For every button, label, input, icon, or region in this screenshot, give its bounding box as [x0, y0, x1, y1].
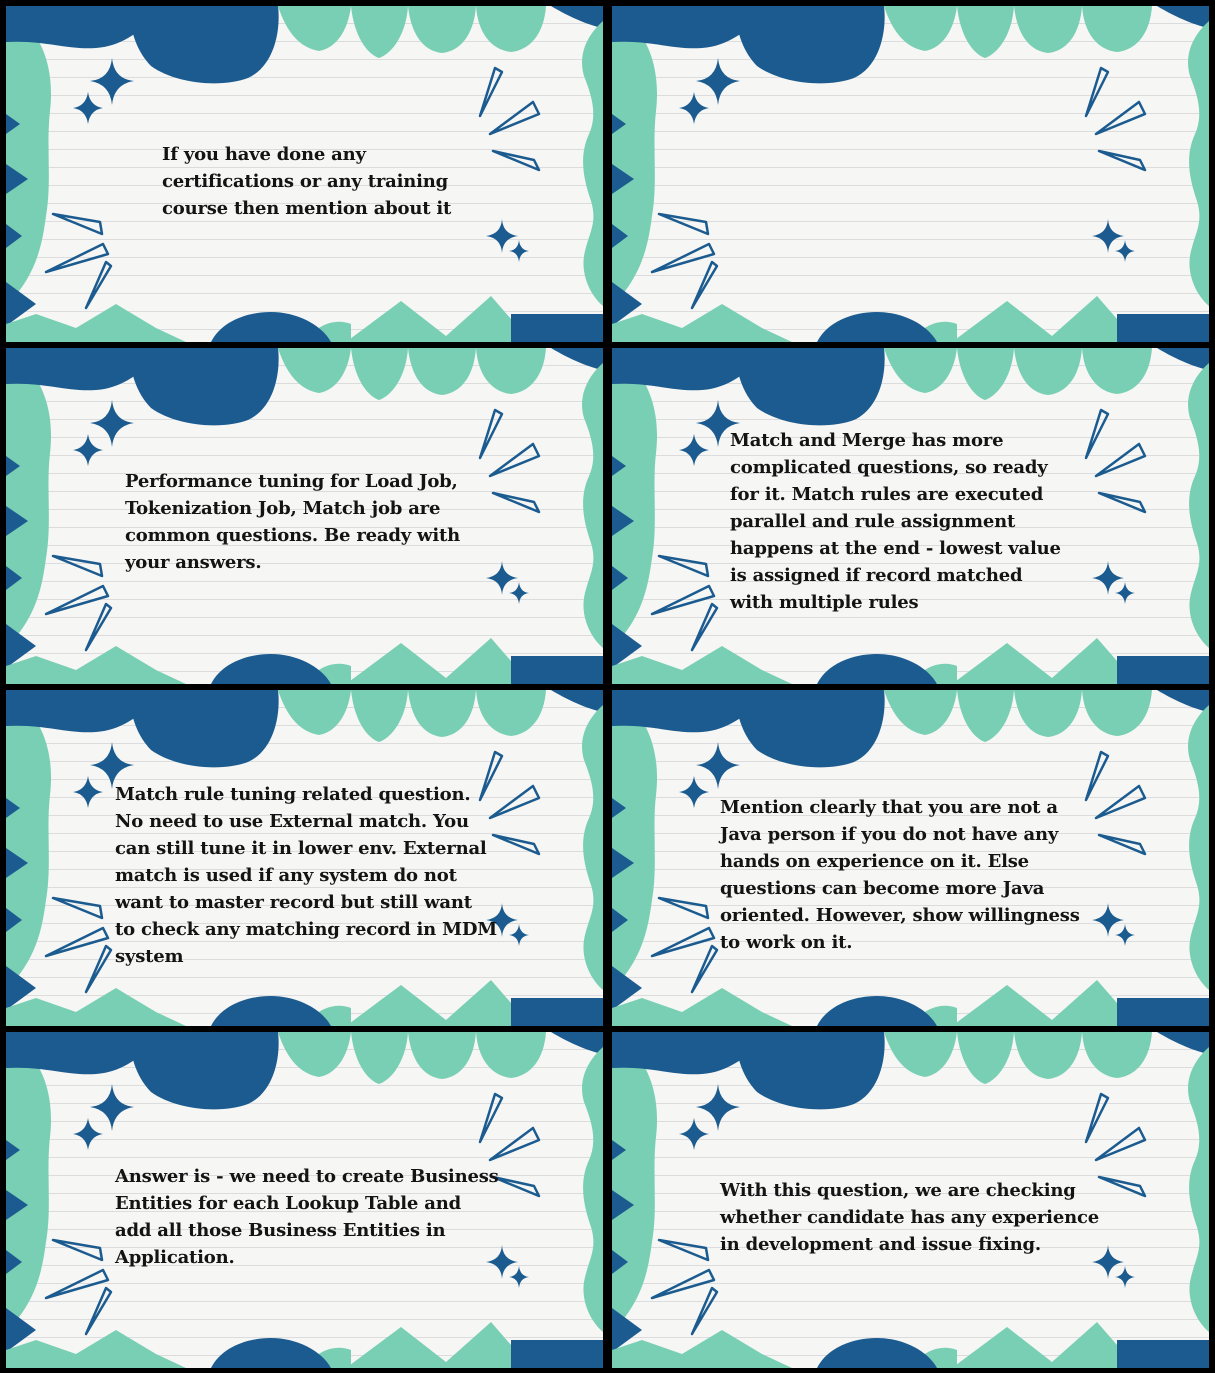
slide-card-7: [6, 1032, 603, 1368]
slide-card-5: [6, 690, 603, 1026]
slide-text: Match and Merge has more complicated questions, so ready for it. Match rules are executed parallel and rule assignment happens at the end - lowest value is assigned if record matched with multiple rules: [730, 430, 1061, 613]
slide-text: Answer is - we need to create Business Entities for each Lookup Table and add all those Business Entities in Application.: [115, 1166, 499, 1268]
slide-text: Mention clearly that you are not a Java person if you do not have any hands on experience on it. Else questions can become more Java oriented. However, show willingness to work on it.: [720, 797, 1080, 953]
slide-card-8: [612, 1032, 1209, 1368]
slide-card-6: [612, 690, 1209, 1026]
decoration-shapes: [612, 6, 1209, 342]
slide-text: Performance tuning for Load Job, Tokenization Job, Match job are common questions. Be ready with your answers.: [125, 471, 460, 573]
slide-text: With this question, we are checking whether candidate has any experience in development and issue fixing.: [720, 1180, 1099, 1255]
slide-card-4: [612, 348, 1209, 684]
slide-card-3: [6, 348, 603, 684]
slide-card-2: [612, 6, 1209, 342]
slide-card-1: [6, 6, 603, 342]
slide-text: Match rule tuning related question. No need to use External match. You can still tune it in lower env. External match is used if any system do not want to master record but still want to check any matching record in MDM system: [115, 784, 497, 967]
slide-text: If you have done any certifications or any training course then mention about it: [162, 144, 452, 219]
